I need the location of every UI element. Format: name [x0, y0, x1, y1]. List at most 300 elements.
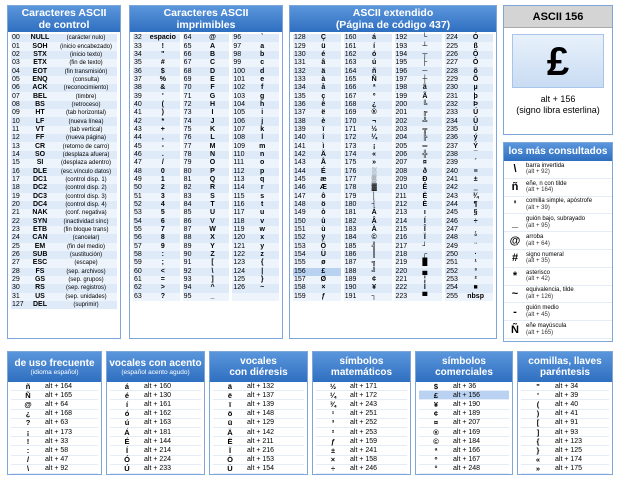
control-char-row[interactable] — [11, 201, 117, 209]
control-char-row[interactable] — [11, 92, 117, 100]
printable-char-row[interactable] — [183, 67, 230, 75]
printable-char-row[interactable] — [232, 251, 279, 259]
extended-char-row[interactable] — [395, 34, 443, 42]
control-char-row[interactable] — [11, 251, 117, 259]
control-char-row[interactable] — [11, 134, 117, 142]
printable-char-row[interactable] — [133, 117, 180, 125]
extended-char-row[interactable] — [395, 251, 443, 259]
printable-char-row[interactable] — [232, 268, 279, 276]
extended-char-row[interactable] — [445, 218, 493, 226]
extended-char-row[interactable] — [293, 159, 341, 167]
printable-char-row[interactable] — [183, 184, 230, 192]
printable-char-row[interactable] — [133, 34, 180, 42]
control-char-row[interactable] — [11, 142, 117, 150]
math-symbols-panel-row[interactable] — [316, 465, 407, 474]
extended-char-row[interactable] — [445, 151, 493, 159]
char-code: 94 — [183, 284, 192, 292]
extended-char-row[interactable] — [293, 218, 341, 226]
extended-char-row[interactable] — [293, 34, 341, 42]
printable-char-row[interactable] — [183, 276, 230, 284]
control-char-row[interactable] — [11, 184, 117, 192]
extended-char-row[interactable] — [293, 293, 341, 301]
extended-char-row[interactable] — [445, 117, 493, 125]
printable-char-row[interactable] — [232, 184, 279, 192]
extended-char-row[interactable] — [395, 159, 443, 167]
extended-char-row[interactable] — [344, 259, 392, 267]
control-char-row[interactable] — [11, 218, 117, 226]
printable-char-row[interactable] — [133, 51, 180, 59]
extended-char-row[interactable] — [395, 176, 443, 184]
control-char-row[interactable] — [11, 301, 117, 309]
most-used-item[interactable] — [504, 161, 612, 179]
printable-char-row[interactable] — [183, 226, 230, 234]
extended-char-row[interactable] — [344, 51, 392, 59]
printable-char-row[interactable] — [133, 176, 180, 184]
printable-char-row[interactable] — [232, 193, 279, 201]
extended-char-row[interactable] — [445, 59, 493, 67]
printable-char-row[interactable] — [183, 84, 230, 92]
extended-char-row[interactable] — [344, 92, 392, 100]
printable-char-row[interactable] — [183, 284, 230, 292]
char-desc: (tab horizontal) — [65, 110, 107, 117]
most-used-glyph: @ — [509, 234, 521, 247]
char-code: 72 — [183, 100, 192, 108]
extended-char-row[interactable] — [293, 284, 341, 292]
extended-char-row[interactable] — [395, 218, 443, 226]
extended-char-row[interactable] — [395, 201, 443, 209]
extended-char-row[interactable] — [293, 259, 341, 267]
extended-char-row[interactable] — [344, 284, 392, 292]
extended-char-row[interactable] — [344, 42, 392, 50]
extended-char-row[interactable] — [344, 76, 392, 84]
control-char-row[interactable] — [11, 126, 117, 134]
printable-char-row[interactable] — [133, 234, 180, 242]
printable-char-row[interactable] — [133, 159, 180, 167]
printable-char-row[interactable] — [133, 134, 180, 142]
extended-char-row[interactable] — [395, 117, 443, 125]
printable-char-row[interactable] — [183, 234, 230, 242]
printable-char-row[interactable] — [183, 134, 230, 142]
extended-char-row[interactable] — [445, 268, 493, 276]
extended-char-row[interactable] — [395, 243, 443, 251]
char-desc: (sep. registros) — [65, 285, 106, 292]
extended-char-row[interactable] — [344, 226, 392, 234]
most-used-item[interactable] — [504, 250, 612, 268]
extended-char-row[interactable] — [344, 234, 392, 242]
printable-char-row[interactable] — [133, 126, 180, 134]
extended-char-row[interactable] — [395, 268, 443, 276]
printable-char-row[interactable] — [183, 126, 230, 134]
control-char-row[interactable] — [11, 76, 117, 84]
printable-char-row[interactable] — [183, 142, 230, 150]
extended-char-row[interactable] — [395, 259, 443, 267]
control-char-row[interactable] — [11, 284, 117, 292]
extended-char-row[interactable] — [445, 84, 493, 92]
printable-char-row[interactable] — [133, 67, 180, 75]
printable-char-row[interactable] — [133, 251, 180, 259]
printable-char-row[interactable] — [232, 134, 279, 142]
printable-char-row[interactable] — [133, 142, 180, 150]
printable-char-row[interactable] — [232, 34, 279, 42]
extended-char-row[interactable] — [344, 151, 392, 159]
printable-char-row[interactable] — [183, 293, 230, 301]
extended-char-row[interactable] — [395, 51, 443, 59]
control-char-row[interactable] — [11, 84, 117, 92]
extended-char-row[interactable] — [293, 243, 341, 251]
extended-char-row[interactable] — [293, 59, 341, 67]
printable-char-row[interactable] — [183, 42, 230, 50]
printable-char-row[interactable] — [183, 117, 230, 125]
extended-char-row[interactable] — [344, 251, 392, 259]
char-code: 234 — [446, 117, 458, 125]
accented-vowels-panel-row[interactable] — [110, 465, 201, 474]
char-glyph: Õ — [472, 75, 479, 83]
extended-char-row[interactable] — [445, 92, 493, 100]
printable-char-row[interactable] — [183, 251, 230, 259]
extended-char-row[interactable] — [344, 84, 392, 92]
extended-char-row[interactable] — [293, 84, 341, 92]
printable-char-row[interactable] — [232, 209, 279, 217]
extended-char-row[interactable] — [395, 151, 443, 159]
alt-code: alt + 159 — [350, 437, 378, 445]
extended-char-row[interactable] — [445, 76, 493, 84]
printable-char-row[interactable] — [232, 42, 279, 50]
extended-char-row[interactable] — [395, 276, 443, 284]
extended-char-row[interactable] — [445, 101, 493, 109]
extended-char-row[interactable] — [395, 101, 443, 109]
most-used-item[interactable] — [504, 214, 612, 232]
most-used-item[interactable] — [504, 268, 612, 286]
printable-char-row[interactable] — [133, 209, 180, 217]
printable-char-row[interactable] — [133, 293, 180, 301]
char-code: 241 — [446, 176, 458, 184]
printable-char-row[interactable] — [133, 226, 180, 234]
printable-char-row[interactable] — [232, 159, 279, 167]
extended-char-row[interactable] — [293, 151, 341, 159]
control-chars-title: Caracteres ASCII de control — [8, 6, 120, 32]
extended-char-row[interactable] — [445, 259, 493, 267]
extended-char-row[interactable] — [445, 193, 493, 201]
extended-char-row[interactable] — [395, 109, 443, 117]
extended-char-row[interactable] — [293, 101, 341, 109]
extended-char-row[interactable] — [344, 117, 392, 125]
extended-char-row[interactable] — [344, 159, 392, 167]
extended-char-row[interactable] — [344, 209, 392, 217]
most-used-code: (alt + 35) — [526, 258, 550, 265]
control-char-row[interactable] — [11, 293, 117, 301]
extended-char-row[interactable] — [395, 59, 443, 67]
printable-char-row[interactable] — [133, 109, 180, 117]
printable-char-row[interactable] — [232, 201, 279, 209]
extended-char-row[interactable] — [293, 168, 341, 176]
control-char-row[interactable] — [11, 234, 117, 242]
extended-char-row[interactable] — [445, 284, 493, 292]
extended-char-row[interactable] — [344, 218, 392, 226]
extended-char-row[interactable] — [395, 193, 443, 201]
extended-char-row[interactable] — [344, 168, 392, 176]
extended-char-row[interactable] — [395, 134, 443, 142]
extended-char-row[interactable] — [445, 126, 493, 134]
printable-char-row[interactable] — [133, 59, 180, 67]
extended-char-row[interactable] — [293, 234, 341, 242]
control-char-row[interactable] — [11, 268, 117, 276]
printable-char-row[interactable] — [183, 268, 230, 276]
printable-char-row[interactable] — [183, 59, 230, 67]
extended-char-row[interactable] — [293, 226, 341, 234]
char-desc: (consulta) — [72, 76, 100, 83]
extended-char-row[interactable] — [344, 126, 392, 134]
extended-char-row[interactable] — [293, 42, 341, 50]
extended-char-row[interactable] — [344, 59, 392, 67]
printable-char-row[interactable] — [133, 42, 180, 50]
extended-char-row[interactable] — [445, 276, 493, 284]
extended-char-row[interactable] — [293, 126, 341, 134]
char-glyph: ¤ — [433, 418, 439, 428]
char-glyph: ' — [162, 92, 164, 100]
extended-char-row[interactable] — [395, 84, 443, 92]
printable-char-row[interactable] — [183, 218, 230, 226]
printable-char-row[interactable] — [183, 92, 230, 100]
printable-char-row[interactable] — [183, 259, 230, 267]
printable-char-row[interactable] — [232, 243, 279, 251]
printable-char-row[interactable] — [232, 176, 279, 184]
extended-char-row[interactable] — [293, 276, 341, 284]
printable-char-row[interactable] — [133, 92, 180, 100]
char-code: 30 — [12, 284, 20, 292]
extended-char-row[interactable] — [344, 276, 392, 284]
extended-char-row[interactable] — [293, 193, 341, 201]
control-char-row[interactable] — [11, 67, 117, 75]
printable-char-row[interactable] — [232, 101, 279, 109]
extended-char-row[interactable] — [445, 201, 493, 209]
printable-char-row[interactable] — [133, 84, 180, 92]
extended-char-row[interactable] — [395, 92, 443, 100]
extended-char-row[interactable] — [293, 134, 341, 142]
control-char-row[interactable] — [11, 101, 117, 109]
extended-char-row[interactable] — [445, 134, 493, 142]
extended-char-row[interactable] — [445, 51, 493, 59]
control-char-row[interactable] — [11, 176, 117, 184]
frequent-use-panel-row[interactable] — [11, 465, 98, 474]
most-used-item[interactable] — [504, 232, 612, 250]
control-char-row[interactable] — [11, 34, 117, 42]
control-char-row[interactable] — [11, 209, 117, 217]
char-code: 199 — [395, 92, 408, 100]
extended-char-row[interactable] — [293, 109, 341, 117]
printable-char-row[interactable] — [232, 51, 279, 59]
extended-char-row[interactable] — [445, 184, 493, 192]
printable-char-row[interactable] — [133, 268, 180, 276]
printable-char-row[interactable] — [133, 218, 180, 226]
printable-char-row[interactable] — [133, 101, 180, 109]
printable-char-row[interactable] — [232, 284, 279, 292]
printable-char-row[interactable] — [232, 109, 279, 117]
printable-char-row[interactable] — [232, 234, 279, 242]
extended-char-row[interactable] — [344, 142, 392, 150]
extended-char-row[interactable] — [293, 67, 341, 75]
most-used-item[interactable] — [504, 179, 612, 197]
extended-char-row[interactable] — [344, 101, 392, 109]
extended-char-row[interactable] — [344, 293, 392, 301]
extended-char-row[interactable] — [293, 76, 341, 84]
extended-char-row[interactable] — [344, 67, 392, 75]
extended-char-row[interactable] — [293, 251, 341, 259]
printable-char-row[interactable] — [133, 151, 180, 159]
extended-char-row[interactable] — [395, 284, 443, 292]
printable-char-row[interactable] — [183, 51, 230, 59]
char-code: 240 — [446, 167, 458, 175]
printable-char-row[interactable] — [133, 193, 180, 201]
extended-char-row[interactable] — [293, 142, 341, 150]
printable-char-row[interactable] — [232, 117, 279, 125]
printable-char-row[interactable] — [183, 193, 230, 201]
extended-char-row[interactable] — [293, 117, 341, 125]
char-code: 192 — [395, 34, 408, 42]
control-char-row[interactable] — [11, 117, 117, 125]
most-used-item[interactable] — [504, 197, 612, 215]
printable-char-row[interactable] — [133, 259, 180, 267]
printable-char-row[interactable] — [133, 276, 180, 284]
extended-char-row[interactable] — [344, 184, 392, 192]
control-char-row[interactable] — [11, 59, 117, 67]
char-glyph: ¸ — [474, 226, 477, 234]
umlaut-vowels-panel-row[interactable] — [213, 465, 304, 474]
printable-char-row[interactable] — [232, 218, 279, 226]
printable-char-row[interactable] — [133, 243, 180, 251]
extended-char-row[interactable] — [395, 209, 443, 217]
control-char-row[interactable] — [11, 159, 117, 167]
extended-char-row[interactable] — [445, 251, 493, 259]
printable-char-row[interactable] — [183, 109, 230, 117]
control-char-row[interactable] — [11, 226, 117, 234]
extended-char-row[interactable] — [293, 51, 341, 59]
extended-char-row[interactable] — [344, 201, 392, 209]
extended-char-row[interactable] — [445, 142, 493, 150]
printable-char-row[interactable] — [232, 67, 279, 75]
printable-char-row[interactable] — [133, 284, 180, 292]
printable-char-row[interactable] — [232, 142, 279, 150]
char-glyph: é — [321, 50, 326, 58]
most-used-item[interactable] — [504, 286, 612, 304]
printable-char-row[interactable] — [183, 176, 230, 184]
extended-char-row[interactable] — [395, 293, 443, 301]
extended-char-row[interactable] — [395, 67, 443, 75]
control-char-row[interactable] — [11, 243, 117, 251]
printable-char-row[interactable] — [183, 159, 230, 167]
extended-char-row[interactable] — [395, 142, 443, 150]
char-glyph: v — [260, 217, 265, 225]
printable-char-row[interactable] — [133, 76, 180, 84]
control-char-row[interactable] — [11, 42, 117, 50]
extended-char-row[interactable] — [293, 176, 341, 184]
extended-char-row[interactable] — [395, 126, 443, 134]
control-char-row[interactable] — [11, 151, 117, 159]
printable-char-row[interactable] — [183, 168, 230, 176]
printable-char-row[interactable] — [232, 151, 279, 159]
extended-char-row[interactable] — [445, 176, 493, 184]
printable-char-row[interactable] — [232, 92, 279, 100]
printable-char-row[interactable] — [183, 151, 230, 159]
control-char-row[interactable] — [11, 109, 117, 117]
printable-char-row[interactable] — [232, 84, 279, 92]
extended-char-row[interactable] — [445, 67, 493, 75]
extended-char-row[interactable] — [395, 42, 443, 50]
extended-char-row[interactable] — [293, 268, 341, 276]
extended-char-row[interactable] — [445, 168, 493, 176]
printable-char-row[interactable] — [232, 59, 279, 67]
extended-char-row[interactable] — [293, 92, 341, 100]
alt-code: alt + 165 — [45, 391, 73, 399]
extended-char-row[interactable] — [445, 42, 493, 50]
control-char-row[interactable] — [11, 276, 117, 284]
char-code: 14 — [12, 150, 20, 158]
extended-char-row[interactable] — [395, 226, 443, 234]
control-char-row[interactable] — [11, 168, 117, 176]
extended-char-row[interactable] — [293, 184, 341, 192]
printable-char-row[interactable] — [133, 184, 180, 192]
char-code: 87 — [183, 226, 192, 234]
extended-char-row[interactable] — [344, 134, 392, 142]
printable-char-row[interactable] — [232, 76, 279, 84]
printable-char-row[interactable] — [183, 34, 230, 42]
control-char-row[interactable] — [11, 51, 117, 59]
extended-char-row[interactable] — [344, 268, 392, 276]
printable-char-row[interactable] — [232, 276, 279, 284]
printable-char-row[interactable] — [183, 243, 230, 251]
extended-char-row[interactable] — [445, 209, 493, 217]
most-used-item[interactable] — [504, 303, 612, 321]
char-glyph: L — [210, 134, 215, 142]
most-used-item[interactable] — [504, 321, 612, 339]
extended-char-row[interactable] — [395, 168, 443, 176]
printable-char-row[interactable] — [232, 259, 279, 267]
char-glyph: ║ — [371, 251, 377, 259]
printable-char-row[interactable] — [133, 168, 180, 176]
commercial-symbols-panel-row[interactable] — [419, 465, 509, 474]
control-char-row[interactable] — [11, 193, 117, 201]
extended-char-row[interactable] — [445, 109, 493, 117]
extended-char-row[interactable] — [445, 234, 493, 242]
printable-char-row[interactable] — [183, 209, 230, 217]
extended-char-row[interactable] — [344, 34, 392, 42]
extended-char-row[interactable] — [445, 34, 493, 42]
extended-char-row[interactable] — [293, 201, 341, 209]
extended-char-row[interactable] — [344, 193, 392, 201]
printable-char-row[interactable] — [232, 226, 279, 234]
quotes-brackets-panel-row[interactable] — [521, 465, 609, 474]
extended-char-row[interactable] — [445, 293, 493, 301]
printable-char-row[interactable] — [133, 201, 180, 209]
printable-char-row[interactable] — [183, 101, 230, 109]
extended-char-row[interactable] — [445, 226, 493, 234]
extended-char-row[interactable] — [445, 243, 493, 251]
control-char-row[interactable] — [11, 259, 117, 267]
extended-char-row[interactable] — [445, 159, 493, 167]
extended-char-row[interactable] — [344, 176, 392, 184]
extended-char-row[interactable] — [395, 76, 443, 84]
printable-char-row[interactable] — [232, 168, 279, 176]
printable-char-row[interactable] — [232, 293, 279, 301]
extended-char-row[interactable] — [344, 243, 392, 251]
most-used-text — [523, 181, 567, 194]
extended-char-row[interactable] — [395, 184, 443, 192]
printable-char-row[interactable] — [232, 126, 279, 134]
printable-char-row[interactable] — [183, 201, 230, 209]
extended-char-row[interactable] — [344, 109, 392, 117]
printable-char-row[interactable] — [183, 76, 230, 84]
extended-char-row[interactable] — [293, 209, 341, 217]
extended-char-row[interactable] — [395, 234, 443, 242]
